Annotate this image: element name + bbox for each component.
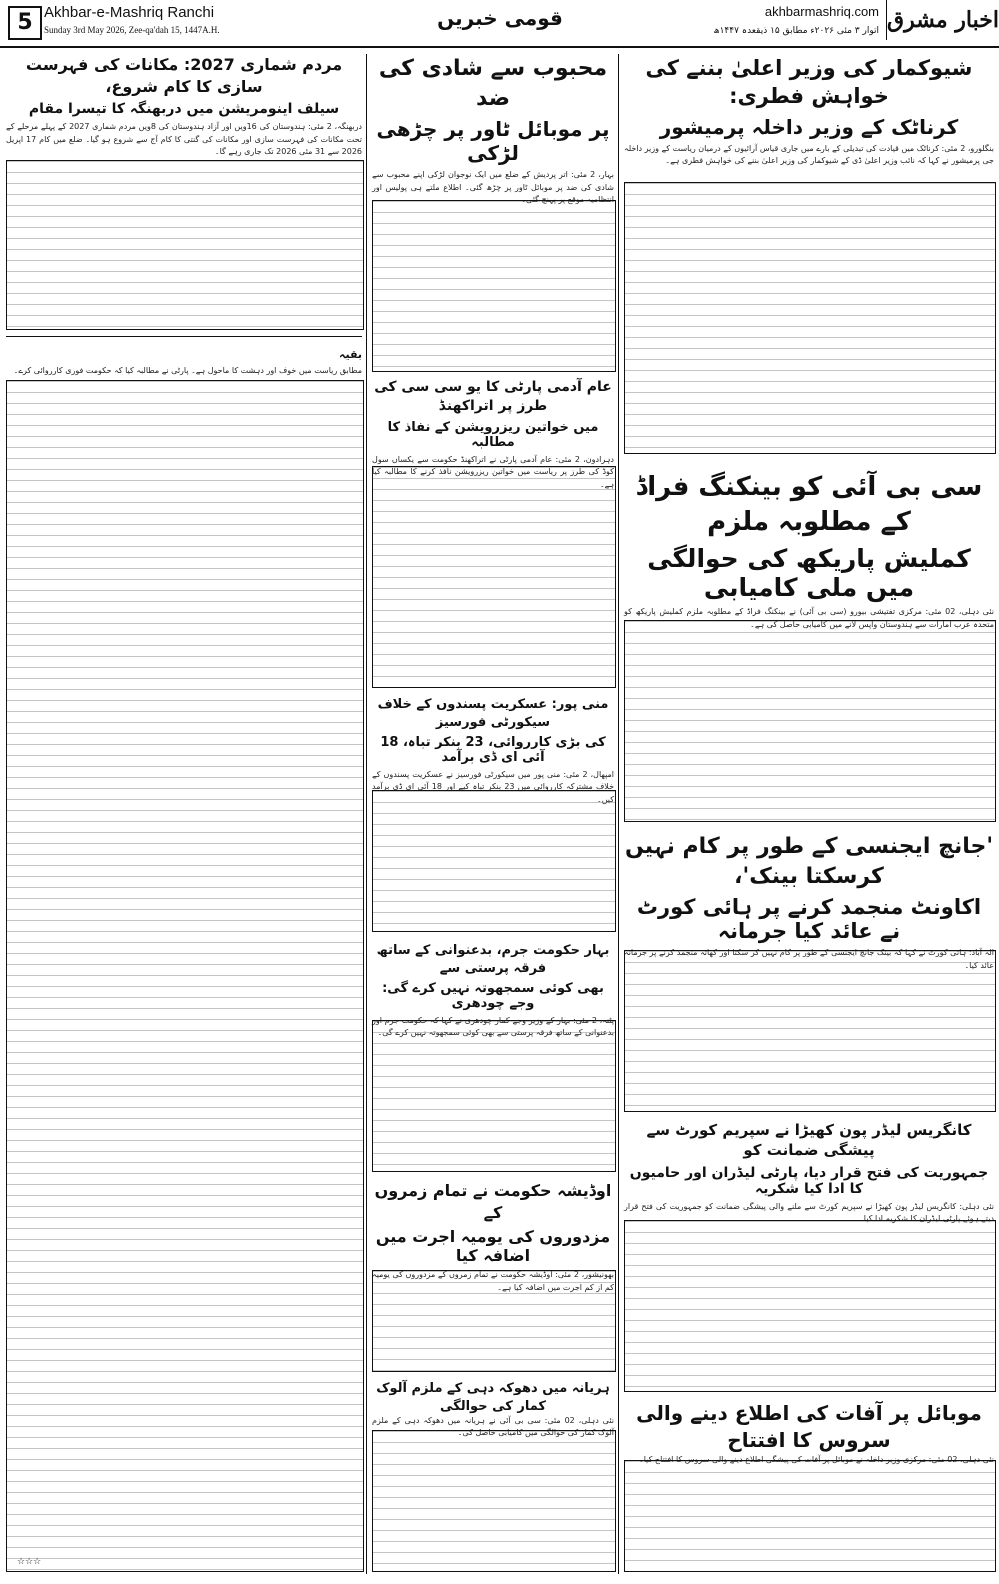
- headline: بہار حکومت جرم، بدعنوانی کے ساتھ فرقہ پرستی سے: [376, 943, 610, 976]
- headline: اوڈیشہ حکومت نے تمام زمروں کے: [374, 1181, 612, 1222]
- subheadline: جمہوریت کی فتح قرار دیا، پارٹی لیڈران اور حامیوں کا ادا کیا شکریہ: [629, 1164, 989, 1197]
- article-body: بہار، 2 مئی: اتر پردیش کے ضلع میں ایک نوجوان لڑکی اپنے محبوب سے شادی کی ضد پر موبائل ٹاور پر چڑھ گئی۔ اطلاع ملتے ہی پولیس اور انتظامیہ موقع پر پہنچ گئی۔: [372, 170, 615, 205]
- subheadline: بھی کوئی سمجھوتہ نہیں کرے گی: وجے چودھری: [382, 981, 604, 1012]
- story-shivakumar: [624, 54, 994, 167]
- headline: موبائل پر آفات کی اطلاع دینے والی سروس کا افتتاح: [636, 1401, 982, 1452]
- masthead: [0, 0, 999, 48]
- headline: منی پور: عسکریت پسندوں کے خلاف سیکورٹی فورسیز: [377, 697, 609, 730]
- text-block: [372, 200, 616, 372]
- subheadline: مزدوروں کی یومیہ اجرت میں اضافہ کیا: [375, 1227, 611, 1266]
- paper-name-english: Akhbar-e-Mashriq Ranchi: [44, 4, 215, 21]
- text-block: [372, 1430, 616, 1572]
- headline: مردم شماری 2027: مکانات کی فہرست سازی کا کام شروع،: [25, 55, 343, 96]
- article-body: نئی دہلی: کانگریس لیڈر پون کھیڑا نے سپریم کورٹ سے ملنے والی پیشگی ضمانت کو جمہوریت کی فتح قرار دیتے ہوئے پارٹی لیڈران کا شکریہ ادا کیا۔: [624, 1201, 994, 1223]
- column-divider: [366, 54, 367, 1574]
- text-block: [624, 620, 996, 822]
- text-block: [372, 1020, 616, 1172]
- article-body: نئی دہلی، 02 مئی: مرکزی وزیر داخلہ نے موبائل پر آفات کی پیشگی اطلاع دینے والی سروس کا افتتاح کیا۔: [639, 1455, 994, 1464]
- text-block: [624, 182, 996, 454]
- story-khera: [624, 1120, 994, 1225]
- article-body: نئی دہلی، 02 مئی: سی بی آئی نے ہریانہ میں دھوکہ دہی کے ملزم آلوک کمار کی حوالگی میں کامیابی حاصل کی۔: [372, 1416, 614, 1438]
- headline: سی بی آئی کو بینکنگ فراڈ کے مطلوبہ ملزم: [635, 472, 983, 538]
- continuation-columns: [6, 380, 364, 1572]
- section-title: قومی خبریں: [437, 6, 563, 30]
- article-body: بنگلورو، 2 مئی: کرناٹک میں قیادت کی تبدیلی کے بارے میں جاری قیاس آرائیوں کے درمیان ریاست کے وزیر داخلہ جی پرمیشور نے کہا کہ نائب وزیر اعلیٰ ڈی کے شیوکمار کی وزیر اعلیٰ بننے کی خواہش فطری ہے۔: [624, 143, 994, 166]
- headline: 'جانچ ایجنسی کے طور پر کام نہیں کرسکتا بینک'،: [624, 834, 994, 889]
- article-body: بھونیشور، 2 مئی: اوڈیشہ حکومت نے تمام زمروں کے مزدوروں کی یومیہ کم از کم اجرت میں اضافہ کیا ہے۔: [372, 1270, 614, 1292]
- headline: شیوکمار کی وزیر اعلیٰ بننے کی خواہش فطری:: [645, 56, 973, 109]
- masthead-left: [44, 4, 304, 35]
- text-block: [372, 790, 616, 932]
- subheadline: سیلف اینومریشن میں دربھنگہ کا تیسرا مقام: [28, 101, 340, 118]
- text-block: [624, 1220, 996, 1392]
- subheadline: کملیش پاریکھ کی حوالگی میں ملی کامیابی: [647, 544, 971, 603]
- text-block: [372, 466, 616, 688]
- subheadline: میں خواتین ریزرویشن کے نفاذ کا مطالبہ: [387, 419, 599, 450]
- column-divider: [618, 54, 619, 1574]
- text-block: [6, 160, 364, 330]
- article-body: دربھنگہ، 2 مئی: ہندوستان کی 16ویں اور آزاد ہندوستان کی 8ویں مردم شماری 2027 کے پہلے مرحلے کے تحت مکانات کی فہرست سازی اور مکانات کی گنتی کا کام آج سے شروع ہو گیا۔ ضلع میں کام 17 اپریل 2026 سے 31 مئی 2026 تک جاری رہے گا۔: [6, 122, 362, 156]
- story-cbi: [624, 470, 994, 631]
- article-body: نئی دہلی، 02 مئی: مرکزی تفتیشی بیورو (سی بی آئی) نے بینکنگ فراڈ کے مطلوبہ ملزم کملیش پاریکھ کو متحدہ عرب امارات سے ہندوستان واپس لانے میں کامیابی حاصل کی ہے۔: [624, 607, 994, 629]
- headline: کانگریس لیڈر پون کھیڑا نے سپریم کورٹ سے پیشگی ضمانت کو: [646, 1121, 972, 1160]
- article-body: پٹنہ، 2 مئی: بہار کے وزیر وجے کمار چودھری نے کہا کہ حکومت جرم اور بدعنوانی کے ساتھ فرقہ پرستی سے بھی کوئی سمجھوتہ نہیں کرے گی۔: [372, 1016, 614, 1038]
- text-block: [372, 1270, 616, 1372]
- text-block: [624, 950, 996, 1112]
- subheadline: پر موبائل ٹاور پر چڑھی لڑکی: [376, 117, 610, 166]
- subheadline: اکاونٹ منجمد کرنے پر ہائی کورٹ نے عائد کیا جرمانہ: [636, 895, 982, 944]
- article-body: امپھال، 2 مئی: منی پور میں سیکورٹی فورسیز نے عسکریت پسندوں کے خلاف مشترکہ کارروائی میں 23 بنکر تباہ کیے اور 18 آئی ای ڈی برآمد کیں۔: [372, 770, 615, 804]
- story-census: [6, 54, 362, 158]
- page-number: 5: [8, 6, 42, 40]
- headline: محبوب سے شادی کی ضد: [378, 56, 608, 111]
- date-english: Sunday 3rd May 2026, Zee-qa'dah 15, 1447A.H.: [44, 25, 220, 35]
- headline: عام آدمی پارٹی کا یو سی سی کی طرز پر اتراکھنڈ: [374, 379, 612, 414]
- paper-logo: اخبار مشرق: [886, 0, 999, 40]
- subheadline: کرناٹک کے وزیر داخلہ پرمیشور: [659, 114, 959, 139]
- end-mark: ☆☆☆: [17, 1557, 42, 1567]
- subheadline: کی بڑی کارروائی، 23 بنکر تباہ، 18 آئی ای ڈی برآمد: [380, 735, 606, 766]
- headline: ہریانہ میں دھوکہ دہی کے ملزم آلوک کمار کی حوالگی: [376, 1381, 610, 1414]
- story-disaster-alert: [624, 1400, 994, 1466]
- article-body: الہ آباد: ہائی کورٹ نے کہا کہ بینک جانچ ایجنسی کے طور پر کام نہیں کر سکتا اور کھاتہ منجمد کرنے پر جرمانہ عائد کیا۔: [624, 948, 994, 970]
- continuation-label: بقیہ: [339, 348, 362, 361]
- article-body: دہرادون، 2 مئی: عام آدمی پارٹی نے اتراکھنڈ حکومت سے یکساں سول کوڈ کی طرز پر ریاست میں خواتین ریزرویشن نافذ کرنے کا مطالبہ کیا ہے۔: [372, 454, 614, 489]
- website-link[interactable]: akhbarmashriq.com: [764, 4, 879, 19]
- text-block: [624, 1460, 996, 1572]
- date-urdu: اتوار ۳ مئی ۲۰۲۶ء مطابق ۱۵ ذیقعدہ ۱۴۴۷ھ: [713, 26, 879, 36]
- story-tower-girl: [372, 54, 614, 207]
- continuation-body: مطابق ریاست میں خوف اور دہشت کا ماحول ہے۔ پارٹی نے مطالبہ کیا کہ حکومت فوری کارروائی کرے۔: [13, 366, 362, 375]
- section-divider: [6, 336, 362, 337]
- continuation-block: [6, 344, 362, 377]
